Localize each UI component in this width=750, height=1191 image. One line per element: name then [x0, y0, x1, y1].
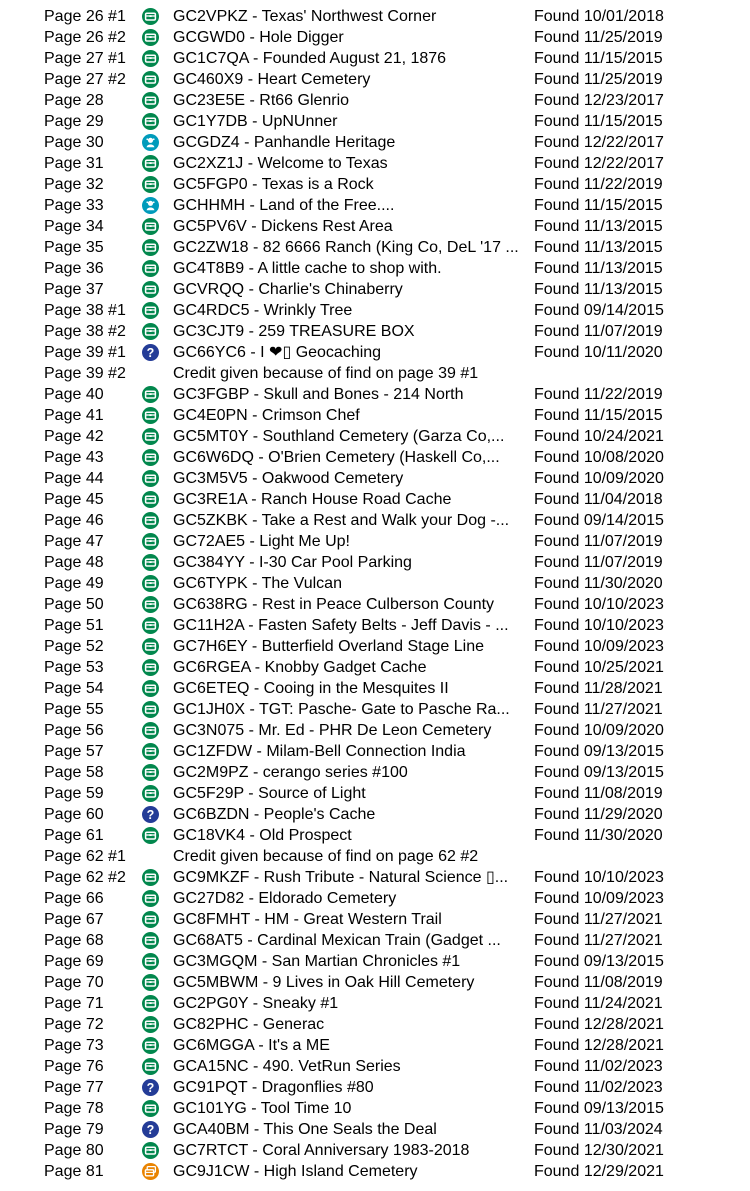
virtual-cache-icon: [142, 197, 159, 214]
found-date: Found 11/13/2015: [534, 260, 663, 277]
page-number: Page 30: [44, 134, 104, 151]
log-row: [0, 762, 750, 783]
found-date: Found 11/15/2015: [534, 407, 663, 424]
traditional-cache-icon: [142, 869, 159, 886]
traditional-cache-icon: [142, 8, 159, 25]
page-number: Page 77: [44, 1079, 104, 1096]
traditional-cache-icon: [142, 701, 159, 718]
mystery-cache-icon: [142, 344, 159, 361]
found-date: Found 11/30/2020: [534, 827, 663, 844]
found-date: Found 10/10/2023: [534, 617, 664, 634]
cache-name-link[interactable]: GC460X9 - Heart Cemetery: [173, 71, 371, 88]
traditional-cache-icon: [142, 386, 159, 403]
cache-name-link[interactable]: GC6ETEQ - Cooing in the Mesquites II: [173, 680, 449, 697]
mystery-cache-icon: [142, 806, 159, 823]
found-date: Found 11/13/2015: [534, 281, 663, 298]
log-row: [0, 1014, 750, 1035]
traditional-cache-icon: [142, 995, 159, 1012]
log-row: [0, 363, 750, 384]
page-number: Page 32: [44, 176, 104, 193]
found-date: Found 10/11/2020: [534, 344, 663, 361]
log-row: [0, 426, 750, 447]
found-date: Found 11/22/2019: [534, 176, 663, 193]
log-row: [0, 132, 750, 153]
found-date: Found 11/27/2021: [534, 911, 663, 928]
page-number: Page 41: [44, 407, 104, 424]
traditional-cache-icon: [142, 617, 159, 634]
traditional-cache-icon: [142, 71, 159, 88]
cache-name-link[interactable]: GC5F29P - Source of Light: [173, 785, 366, 802]
log-row: [0, 951, 750, 972]
log-row: [0, 342, 750, 363]
found-date: Found 11/13/2015: [534, 239, 663, 256]
traditional-cache-icon: [142, 113, 159, 130]
found-date: Found 11/07/2019: [534, 554, 663, 571]
page-number: Page 38 #2: [44, 323, 126, 340]
found-date: Found 09/13/2015: [534, 743, 664, 760]
cache-name-link[interactable]: GCGWD0 - Hole Digger: [173, 29, 344, 46]
traditional-cache-icon: [142, 575, 159, 592]
page-number: Page 43: [44, 449, 104, 466]
traditional-cache-icon: [142, 92, 159, 109]
cache-name-link[interactable]: GC9MKZF - Rush Tribute - Natural Science ▯...: [173, 869, 509, 886]
found-date: Found 09/13/2015: [534, 1100, 664, 1117]
log-row: [0, 741, 750, 762]
log-row: [0, 468, 750, 489]
log-row: [0, 69, 750, 90]
found-date: Found 10/25/2021: [534, 659, 664, 676]
log-row: [0, 699, 750, 720]
traditional-cache-icon: [142, 239, 159, 256]
traditional-cache-icon: [142, 1016, 159, 1033]
page-number: Page 58: [44, 764, 104, 781]
page-number: Page 57: [44, 743, 104, 760]
cache-name-link[interactable]: GC3M5V5 - Oakwood Cemetery: [173, 470, 404, 487]
log-row: [0, 48, 750, 69]
cache-name-link[interactable]: GC68AT5 - Cardinal Mexican Train (Gadget ...: [173, 932, 501, 949]
svg-text:?: ?: [146, 346, 155, 361]
page-number: Page 67: [44, 911, 104, 928]
traditional-cache-icon: [142, 449, 159, 466]
page-number: Page 70: [44, 974, 104, 991]
traditional-cache-icon: [142, 428, 159, 445]
page-number: Page 46: [44, 512, 104, 529]
cache-name-link[interactable]: GC638RG - Rest in Peace Culberson County: [173, 596, 495, 613]
log-row: [0, 930, 750, 951]
page-number: Page 40: [44, 386, 104, 403]
page-number: Page 76: [44, 1058, 104, 1075]
found-date: Found 10/09/2020: [534, 470, 664, 487]
log-row: [0, 867, 750, 888]
page-number: Page 62 #1: [44, 848, 126, 865]
cache-name-link[interactable]: GC3CJT9 - 259 TREASURE BOX: [173, 323, 415, 340]
page-number: Page 27 #1: [44, 50, 126, 67]
log-row: [0, 804, 750, 825]
found-date: Found 11/03/2024: [534, 1121, 663, 1138]
cache-name-link[interactable]: GC3N075 - Mr. Ed - PHR De Leon Cemetery: [173, 722, 492, 739]
cache-name-link[interactable]: GC5PV6V - Dickens Rest Area: [173, 218, 393, 235]
log-row: [0, 615, 750, 636]
log-row: [0, 258, 750, 279]
traditional-cache-icon: [142, 554, 159, 571]
found-date: Found 11/27/2021: [534, 932, 663, 949]
found-date: Found 10/24/2021: [534, 428, 664, 445]
page-number: Page 59: [44, 785, 104, 802]
page-number: Page 27 #2: [44, 71, 126, 88]
found-date: Found 10/01/2018: [534, 8, 664, 25]
cache-name-link[interactable]: GC101YG - Tool Time 10: [173, 1100, 352, 1117]
cache-name-link[interactable]: GC9J1CW - High Island Cemetery: [173, 1163, 418, 1180]
cache-name-link[interactable]: GC5ZKBK - Take a Rest and Walk your Dog -...: [173, 512, 510, 529]
page-number: Page 45: [44, 491, 104, 508]
page-number: Page 80: [44, 1142, 104, 1159]
cache-name-link[interactable]: GC4T8B9 - A little cache to shop with.: [173, 260, 442, 277]
log-row: [0, 27, 750, 48]
log-row: [0, 1098, 750, 1119]
log-row: [0, 846, 750, 867]
traditional-cache-icon: [142, 470, 159, 487]
page-number: Page 71: [44, 995, 104, 1012]
found-date: Found 10/09/2020: [534, 722, 664, 739]
traditional-cache-icon: [142, 29, 159, 46]
cache-name-link[interactable]: GC6BZDN - People's Cache: [173, 806, 376, 823]
page-number: Page 66: [44, 890, 104, 907]
found-date: Found 11/13/2015: [534, 218, 663, 235]
cache-name-link[interactable]: GC82PHC - Generac: [173, 1016, 325, 1033]
found-date: Found 12/30/2021: [534, 1142, 664, 1159]
traditional-cache-icon: [142, 155, 159, 172]
cache-name-link[interactable]: GC72AE5 - Light Me Up!: [173, 533, 350, 550]
log-row: [0, 237, 750, 258]
page-number: Page 54: [44, 680, 104, 697]
cache-name-link[interactable]: GC2ZW18 - 82 6666 Ranch (King Co, DeL '17 ...: [173, 239, 519, 256]
found-date: Found 10/08/2020: [534, 449, 664, 466]
traditional-cache-icon: [142, 974, 159, 991]
page-number: Page 49: [44, 575, 104, 592]
log-row: [0, 1161, 750, 1182]
found-date: Found 12/22/2017: [534, 155, 664, 172]
found-date: Found 11/15/2015: [534, 197, 663, 214]
cache-name-link[interactable]: GC18VK4 - Old Prospect: [173, 827, 352, 844]
cache-name-link[interactable]: GC66YC6 - I ❤▯ Geocaching: [173, 344, 382, 361]
traditional-cache-icon: [142, 512, 159, 529]
log-row: [0, 678, 750, 699]
log-row: [0, 783, 750, 804]
page-number: Page 78: [44, 1100, 104, 1117]
page-number: Page 44: [44, 470, 104, 487]
found-date: Found 09/13/2015: [534, 953, 664, 970]
found-date: Found 12/23/2017: [534, 92, 664, 109]
svg-text:?: ?: [146, 1123, 155, 1138]
found-date: Found 09/14/2015: [534, 512, 664, 529]
traditional-cache-icon: [142, 638, 159, 655]
traditional-cache-icon: [142, 743, 159, 760]
virtual-cache-icon: [142, 134, 159, 151]
traditional-cache-icon: [142, 932, 159, 949]
log-row: [0, 279, 750, 300]
log-row: [0, 1119, 750, 1140]
cache-name-link[interactable]: GC8FMHT - HM - Great Western Trail: [173, 911, 442, 928]
cache-name-link[interactable]: GCHHMH - Land of the Free....: [173, 197, 395, 214]
log-row: [0, 111, 750, 132]
page-number: Page 53: [44, 659, 104, 676]
log-row: [0, 90, 750, 111]
page-number: Page 36: [44, 260, 104, 277]
cache-name-link[interactable]: GC3RE1A - Ranch House Road Cache: [173, 491, 452, 508]
traditional-cache-icon: [142, 281, 159, 298]
found-date: Found 10/09/2023: [534, 890, 664, 907]
cache-name-link[interactable]: GC6MGGA - It's a ME: [173, 1037, 330, 1054]
page-number: Page 69: [44, 953, 104, 970]
cache-name-link[interactable]: GCVRQQ - Charlie's Chinaberry: [173, 281, 403, 298]
found-date: Found 11/04/2018: [534, 491, 663, 508]
cache-name-link[interactable]: GC2PG0Y - Sneaky #1: [173, 995, 339, 1012]
cache-name-link[interactable]: GC6W6DQ - O'Brien Cemetery (Haskell Co,...: [173, 449, 500, 466]
traditional-cache-icon: [142, 1142, 159, 1159]
cache-name-link[interactable]: GC1JH0X - TGT: Pasche- Gate to Pasche Ra...: [173, 701, 510, 718]
log-row: [0, 1035, 750, 1056]
found-date: Found 11/24/2021: [534, 995, 663, 1012]
traditional-cache-icon: [142, 827, 159, 844]
cache-name-link[interactable]: GC5MT0Y - Southland Cemetery (Garza Co,...: [173, 428, 505, 445]
found-date: Found 10/10/2023: [534, 869, 664, 886]
traditional-cache-icon: [142, 680, 159, 697]
found-date: Found 11/08/2019: [534, 785, 663, 802]
page-number: Page 47: [44, 533, 104, 550]
found-date: Found 11/02/2023: [534, 1058, 663, 1075]
page-number: Page 28: [44, 92, 104, 109]
page-number: Page 48: [44, 554, 104, 571]
mystery-cache-icon: [142, 1079, 159, 1096]
traditional-cache-icon: [142, 491, 159, 508]
traditional-cache-icon: [142, 1037, 159, 1054]
log-row: [0, 510, 750, 531]
page-number: Page 26 #1: [44, 8, 126, 25]
page-number: Page 72: [44, 1016, 104, 1033]
cache-name-link[interactable]: GC7RTCT - Coral Anniversary 1983-2018: [173, 1142, 470, 1159]
found-date: Found 12/22/2017: [534, 134, 664, 151]
log-row: [0, 321, 750, 342]
credit-note: Credit given because of find on page 39 #1: [173, 365, 479, 382]
log-row: [0, 195, 750, 216]
found-date: Found 11/27/2021: [534, 701, 663, 718]
log-row: [0, 174, 750, 195]
cache-name-link[interactable]: GC91PQT - Dragonflies #80: [173, 1079, 374, 1096]
mystery-cache-icon: [142, 1121, 159, 1138]
page-number: Page 81: [44, 1163, 104, 1180]
found-date: Found 11/22/2019: [534, 386, 663, 403]
multi-cache-icon: [142, 1163, 159, 1180]
found-date: Found 11/02/2023: [534, 1079, 663, 1096]
page-number: Page 56: [44, 722, 104, 739]
cache-name-link[interactable]: GC4RDC5 - Wrinkly Tree: [173, 302, 353, 319]
traditional-cache-icon: [142, 176, 159, 193]
log-row: [0, 888, 750, 909]
cache-name-link[interactable]: GC2M9PZ - cerango series #100: [173, 764, 408, 781]
page-number: Page 31: [44, 155, 104, 172]
cache-name-link[interactable]: GC2XZ1J - Welcome to Texas: [173, 155, 388, 172]
found-date: Found 11/07/2019: [534, 533, 663, 550]
log-row: [0, 531, 750, 552]
log-row: [0, 636, 750, 657]
cache-name-link[interactable]: GC1Y7DB - UpNUnner: [173, 113, 338, 130]
log-row: [0, 1140, 750, 1161]
traditional-cache-icon: [142, 218, 159, 235]
found-date: Found 11/07/2019: [534, 323, 663, 340]
page-number: Page 55: [44, 701, 104, 718]
page-number: Page 50: [44, 596, 104, 613]
log-row: [0, 993, 750, 1014]
cache-name-link[interactable]: GC23E5E - Rt66 Glenrio: [173, 92, 350, 109]
log-row: [0, 384, 750, 405]
cache-name-link[interactable]: GC6TYPK - The Vulcan: [173, 575, 342, 592]
traditional-cache-icon: [142, 722, 159, 739]
log-row: [0, 447, 750, 468]
page-number: Page 42: [44, 428, 104, 445]
cache-name-link[interactable]: GC7H6EY - Butterfield Overland Stage Line: [173, 638, 484, 655]
svg-text:?: ?: [146, 1081, 155, 1096]
traditional-cache-icon: [142, 1058, 159, 1075]
found-date: Found 09/14/2015: [534, 302, 664, 319]
cache-name-link[interactable]: GC1ZFDW - Milam-Bell Connection India: [173, 743, 466, 760]
log-row: [0, 825, 750, 846]
page-number: Page 60: [44, 806, 104, 823]
traditional-cache-icon: [142, 659, 159, 676]
cache-name-link[interactable]: GC1C7QA - Founded August 21, 1876: [173, 50, 447, 67]
page-number: Page 33: [44, 197, 104, 214]
page-number: Page 39 #1: [44, 344, 126, 361]
page-number: Page 39 #2: [44, 365, 126, 382]
page-number: Page 29: [44, 113, 104, 130]
traditional-cache-icon: [142, 533, 159, 550]
page-number: Page 26 #2: [44, 29, 126, 46]
page-number: Page 35: [44, 239, 104, 256]
log-row: [0, 405, 750, 426]
log-row: [0, 720, 750, 741]
found-date: Found 12/28/2021: [534, 1016, 664, 1033]
found-date: Found 09/13/2015: [534, 764, 664, 781]
log-row: [0, 909, 750, 930]
found-date: Found 11/30/2020: [534, 575, 663, 592]
traditional-cache-icon: [142, 1100, 159, 1117]
page-number: Page 62 #2: [44, 869, 126, 886]
traditional-cache-icon: [142, 911, 159, 928]
cache-name-link[interactable]: GC3MGQM - San Martian Chronicles #1: [173, 953, 461, 970]
log-row: [0, 552, 750, 573]
page-number: Page 52: [44, 638, 104, 655]
log-row: [0, 573, 750, 594]
traditional-cache-icon: [142, 407, 159, 424]
traditional-cache-icon: [142, 260, 159, 277]
page-number: Page 34: [44, 218, 104, 235]
log-row: [0, 1056, 750, 1077]
log-row: [0, 153, 750, 174]
found-date: Found 11/15/2015: [534, 113, 663, 130]
traditional-cache-icon: [142, 890, 159, 907]
page-number: Page 51: [44, 617, 104, 634]
page-number: Page 61: [44, 827, 104, 844]
log-row: [0, 300, 750, 321]
traditional-cache-icon: [142, 50, 159, 67]
credit-note: Credit given because of find on page 62 #2: [173, 848, 479, 865]
cache-name-link[interactable]: GCA15NC - 490. VetRun Series: [173, 1058, 401, 1075]
found-date: Found 10/09/2023: [534, 638, 664, 655]
log-row: [0, 6, 750, 27]
found-date: Found 11/25/2019: [534, 29, 663, 46]
cache-name-link[interactable]: GCGDZ4 - Panhandle Heritage: [173, 134, 396, 151]
page-number: Page 73: [44, 1037, 104, 1054]
log-row: [0, 594, 750, 615]
log-row: [0, 1077, 750, 1098]
found-date: Found 11/25/2019: [534, 71, 663, 88]
page-number: Page 38 #1: [44, 302, 126, 319]
found-date: Found 12/28/2021: [534, 1037, 664, 1054]
cache-name-link[interactable]: GC2VPKZ - Texas' Northwest Corner: [173, 8, 437, 25]
page-number: Page 68: [44, 932, 104, 949]
found-date: Found 10/10/2023: [534, 596, 664, 613]
cache-name-link[interactable]: GC5MBWM - 9 Lives in Oak Hill Cemetery: [173, 974, 475, 991]
cache-name-link[interactable]: GC384YY - I-30 Car Pool Parking: [173, 554, 412, 571]
page-number: Page 79: [44, 1121, 104, 1138]
cache-name-link[interactable]: GC3FGBP - Skull and Bones - 214 North: [173, 386, 464, 403]
traditional-cache-icon: [142, 596, 159, 613]
log-row: [0, 972, 750, 993]
traditional-cache-icon: [142, 785, 159, 802]
traditional-cache-icon: [142, 302, 159, 319]
cache-name-link[interactable]: GC5FGP0 - Texas is a Rock: [173, 176, 374, 193]
page-number: Page 37: [44, 281, 104, 298]
log-row: [0, 216, 750, 237]
found-date: Found 12/29/2021: [534, 1163, 664, 1180]
traditional-cache-icon: [142, 953, 159, 970]
traditional-cache-icon: [142, 764, 159, 781]
found-date: Found 11/29/2020: [534, 806, 663, 823]
cache-name-link[interactable]: GC4E0PN - Crimson Chef: [173, 407, 360, 424]
log-row: [0, 489, 750, 510]
found-date: Found 11/28/2021: [534, 680, 663, 697]
svg-text:?: ?: [146, 808, 155, 823]
found-date: Found 11/08/2019: [534, 974, 663, 991]
found-date: Found 11/15/2015: [534, 50, 663, 67]
log-row: [0, 657, 750, 678]
cache-name-link[interactable]: GC11H2A - Fasten Safety Belts - Jeff Davis - ...: [173, 617, 509, 634]
cache-name-link[interactable]: GC6RGEA - Knobby Gadget Cache: [173, 659, 427, 676]
cache-name-link[interactable]: GC27D82 - Eldorado Cemetery: [173, 890, 397, 907]
traditional-cache-icon: [142, 323, 159, 340]
cache-name-link[interactable]: GCA40BM - This One Seals the Deal: [173, 1121, 437, 1138]
